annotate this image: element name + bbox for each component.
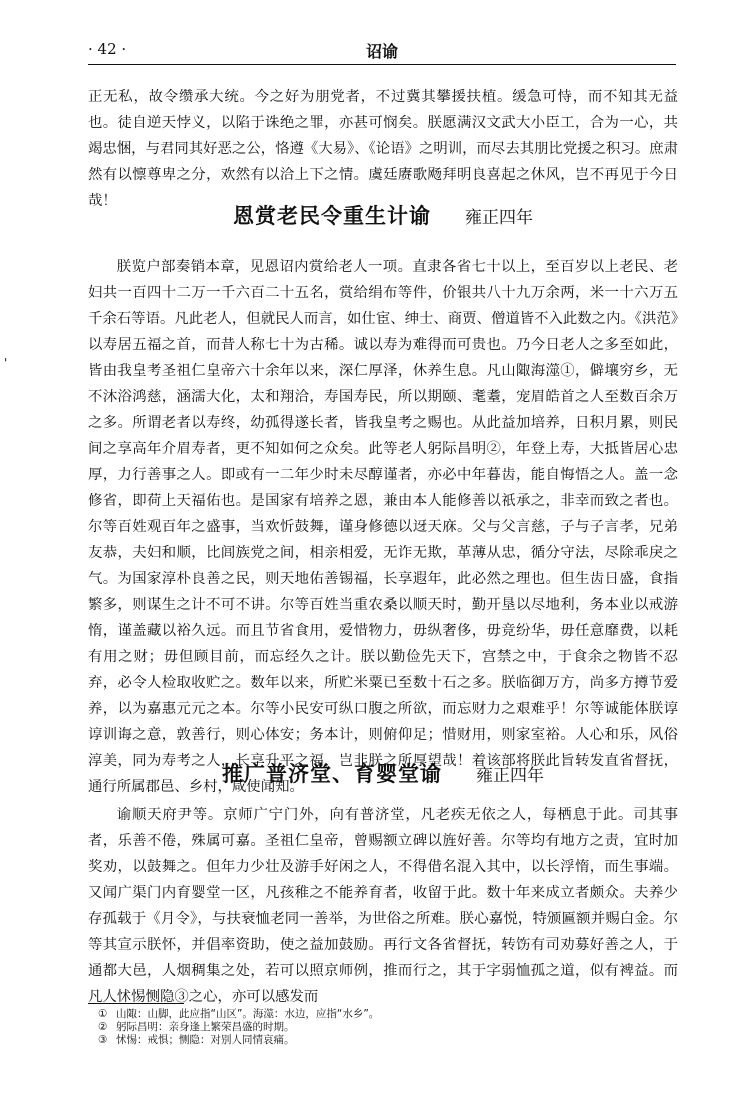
running-title: 诏谕 [365, 42, 398, 61]
section-1-title: 恩赏老民令重生计谕 [233, 204, 431, 228]
footnote-rule [88, 1003, 184, 1004]
intro-text-block [88, 84, 678, 214]
section-2-title: 推广普济堂、育婴堂谕 [222, 762, 442, 786]
footnotes [98, 1008, 658, 1047]
intro-paragraph: 正无私，故令缵承大统。今之好为朋党者，不过冀其攀援扶植。缓急可恃，而不知其无益也。徒自逆天悖义，以陷于诛绝之罪，亦甚可悯矣。朕愿满汉文武大小臣工，合为一心，共竭忠悃，与君同其好恶之公，恪遵《大易》、《论语》之明训，而尽去其朋比党援之积习。庶肃然有以懔尊卑之分，欢然有以洽上下之情。虞廷赓歌飏拜明良喜起之休风，岂不再见于今日哉！ [88, 89, 679, 209]
footnote-2: ② 躬际昌明：亲身逢上繁荣昌盛的时期。 [98, 1021, 295, 1033]
footnote-1: ① 山陬：山脚，此应指“山区”。海澨：水边，应指“水乡”。 [98, 1008, 380, 1020]
section-1-era: 雍正四年 [465, 208, 533, 228]
section-2-paragraph: 谕顺天府尹等。京师广宁门外，向有普济堂，凡老疾无依之人，每栖息于此。司其事者，乐善不倦，殊属可嘉。圣祖仁皇帝，曾赐额立碑以旌好善。尔等均有地方之责，宜时加奖劝，以鼓舞之。但年力少壮及游手好闲之人，不得借名混入其中，以长浮惰，而生事端。又闻广渠门内育婴堂一区，凡孩稚之不能养育者，收留于此。数十年来成立者颇众。夫养少存孤载于《月令》，与扶衰恤老同一善举，为世俗之所难。朕心嘉悦，特颁匾额并赐白金。尔等其宣示朕怀，并倡率资助，使之益加鼓励。再行文各省督抚，转饬有司劝募好善之人，于通都大邑，人烟稠集之处，若可以照京师例，推而行之，其于字弱恤孤之道，似有裨益。而凡人怵惕恻隐③之心，亦可以感发而 [88, 807, 678, 1005]
section-1-body [88, 254, 678, 800]
section-heading-1 [88, 200, 678, 234]
section-2-body [88, 802, 678, 1010]
header-rule [88, 64, 676, 65]
page-number: · 42 · [88, 40, 127, 58]
footnote-3: ③ 怵惕：戒惧；恻隐：对别人同情哀痛。 [98, 1034, 295, 1046]
section-2-era: 雍正四年 [476, 766, 544, 786]
margin-mark: ' [4, 356, 8, 370]
section-1-paragraph: 朕览户部奏销本章，见恩诏内赏给老人一项。直隶各省七十以上，至百岁以上老民、老妇共一百四十二万一千六百二十五名，赏给绢布等件，价银共八十九万余两，米一十六万五千余石等语。凡此老人，但就民人而言，如仕宦、绅士、商贾、僧道皆不入此数之内。《洪范》以寿居五福之首，而昔人称七十为古稀。诚以寿为难得而可贵也。乃今日老人之多至如此，皆由我皇考圣祖仁皇帝六十余年以来，深仁厚泽，休养生息。凡山陬海澨①，僻壤穷乡，无不沐浴鸿慈，涵濡大化，太和翔洽，寿国寿民，所以期颐、耄耋，宠眉皓首之人至数百余万之多。所谓老者以寿终，幼孤得遂长者，皆我皇考之赐也。从此益加培养，日积月累，则民间之享高年介眉寿者，更不知如何之众矣。此等老人躬际昌明②，年登上寿，大抵皆居心忠厚，力行善事之人。即或有一二年少时未尽醇谨者，亦必中年暮齿，能自悔悟之人。盖一念修省，即荷上天福佑也。是国家有培养之恩，兼由本人能修善以祇承之，非幸而致之者也。尔等百姓观百年之盛事，当欢忻鼓舞，谨身修德以迓天庥。父与父言慈，子与子言孝，兄弟友恭，夫妇和顺，比闾族党之间，相亲相爱，无诈无欺，革薄从忠，循分守法，尽除乖戾之气。为国家淳朴良善之民，则天地佑善锡福，长享遐年，此必然之理也。但生齿日盛，食指繁多，则谋生之计不可不讲。尔等百姓当重农桑以顺天时，勤开垦以尽地利，务本业以戒游惰，谨盖藏以裕久远。而且节省食用，爱惜物力，毋纵奢侈，毋竞纷华，毋任意靡费，以耗有用之财；毋但顾目前，而忘经久之计。朕以勤俭先天下，宫禁之中，于食余之物皆不忍弃，必令人检取收贮之。数年以来，所贮米粟已至数十石之多。朕临御万方，尚多方撙节爱养，以为嘉惠元元之本。尔等小民安可纵口腹之所欲，而忘财力之艰难乎！尔等诚能体朕谆谆训诲之意，敦善行，则心体安；务本计，则俯仰足；惜财用，则家室裕。人心和乐，风俗淳美，同为寿考之人，长享升平之福，岂非朕之所厚望哉！着该部将朕此旨转发直省督抚，通行所属郡邑、乡村，咸使闻知。 [88, 259, 679, 795]
page-header [88, 34, 676, 62]
section-heading-2 [88, 758, 678, 792]
